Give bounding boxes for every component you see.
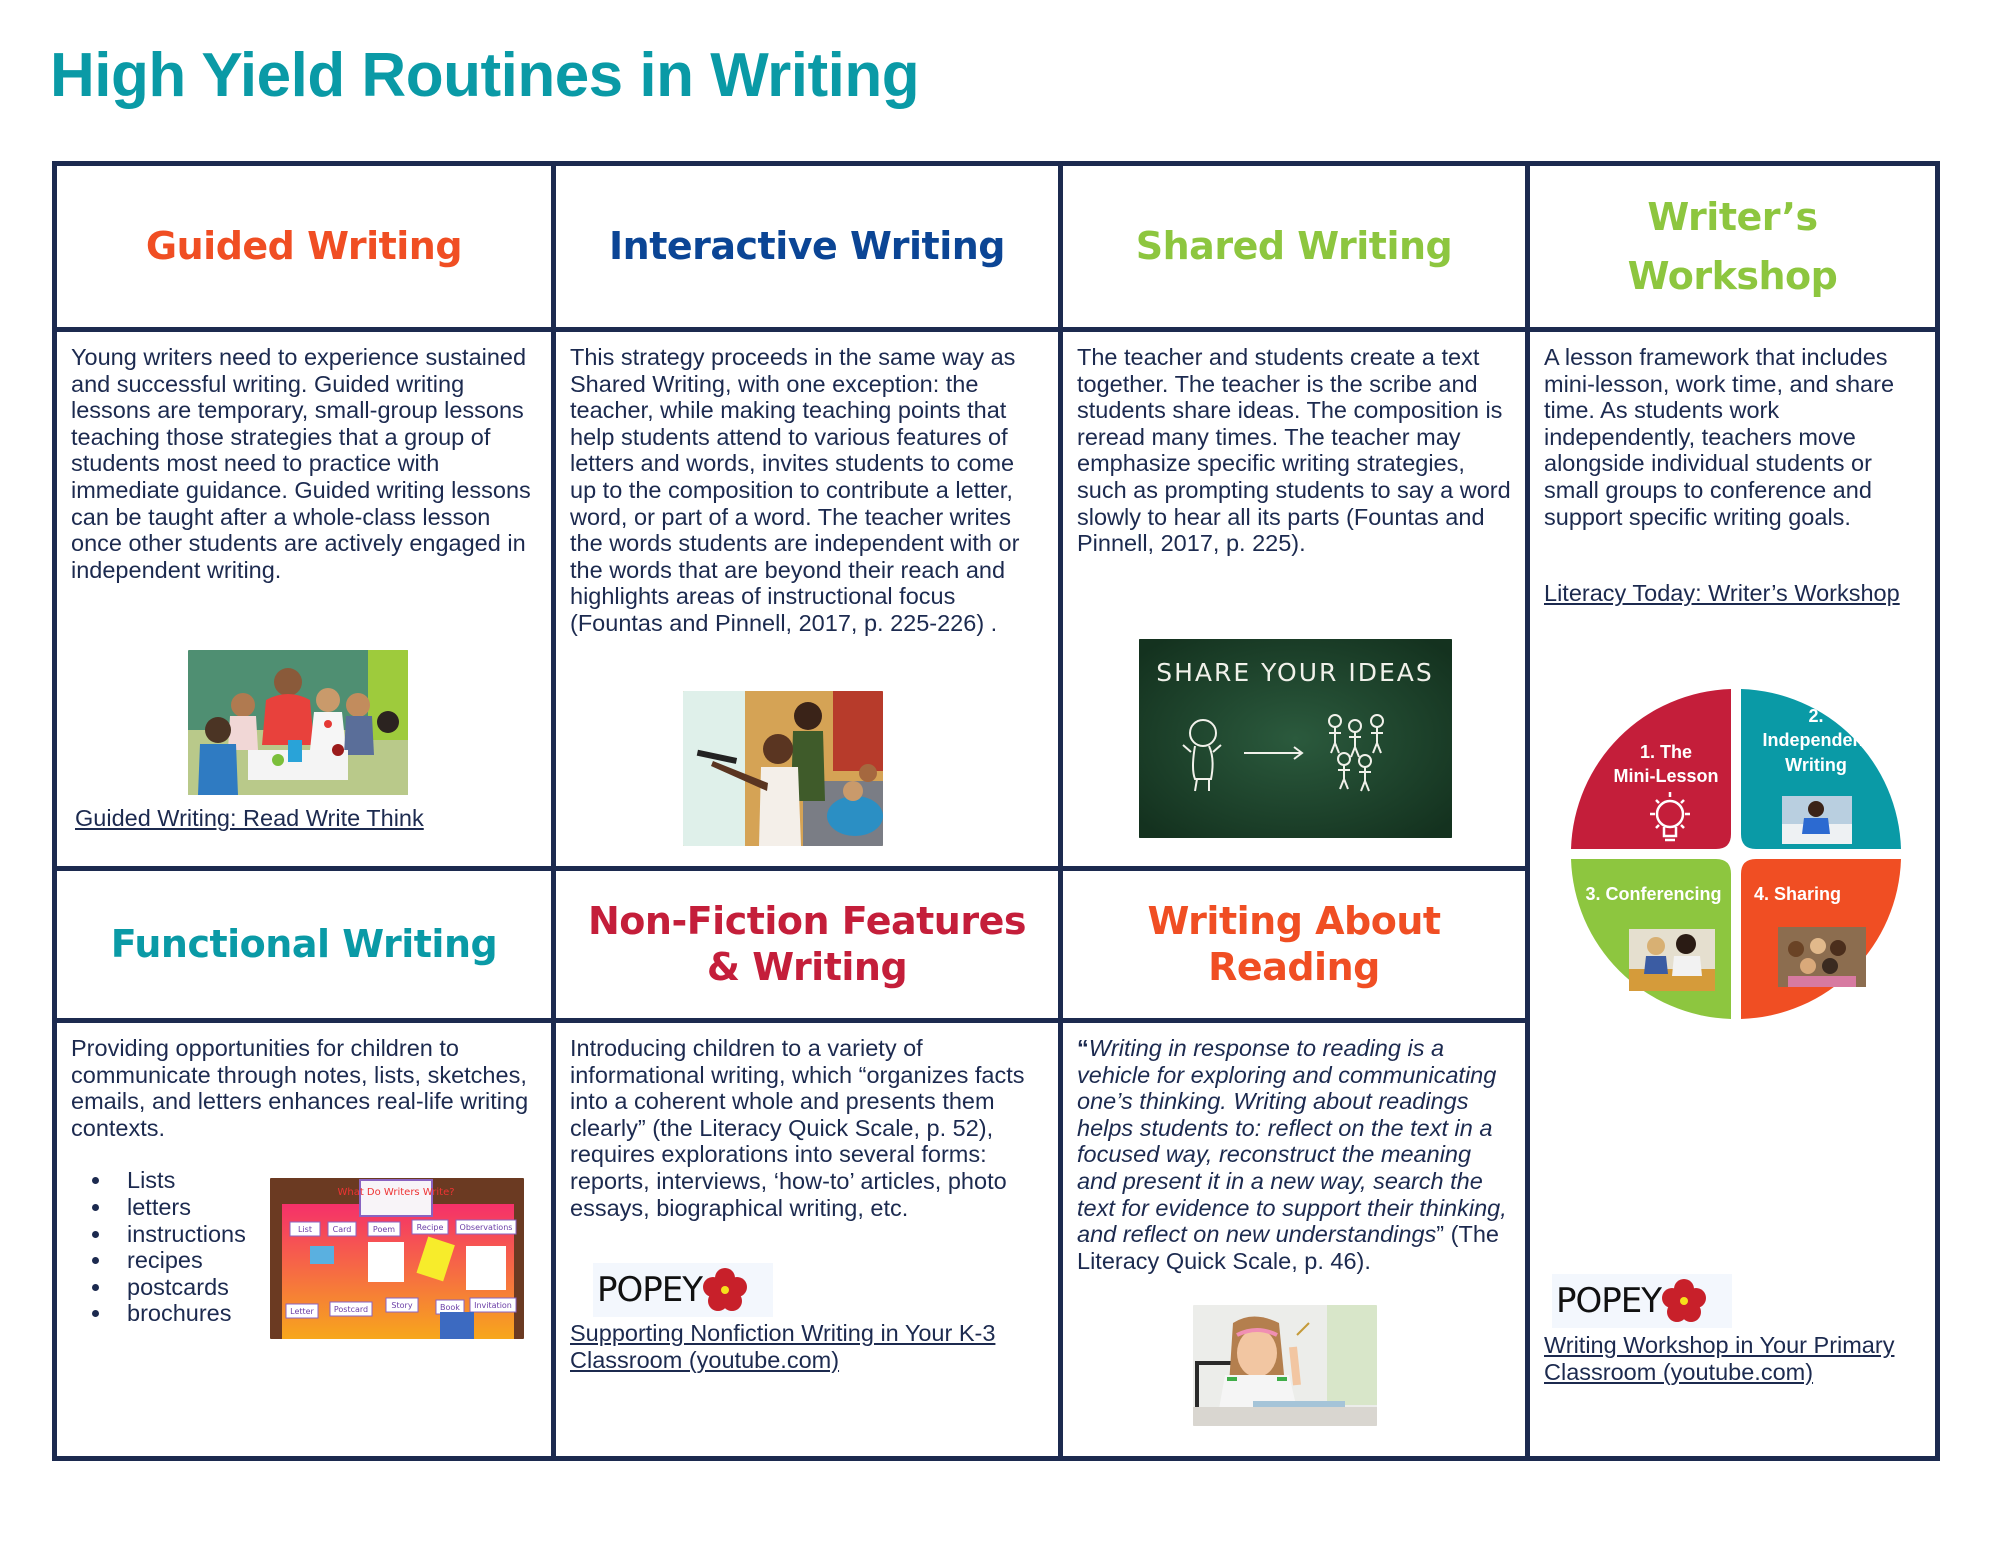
functional-writing-heading: Functional Writing <box>110 921 498 966</box>
svg-text:Book: Book <box>440 1303 460 1312</box>
writing-about-reading-heading-line1: Writing About <box>1147 898 1441 943</box>
guided-writing-heading: Guided Writing <box>145 223 463 268</box>
popey-logo-nonfiction <box>593 1263 773 1317</box>
writing-about-reading-body <box>1063 1023 1525 1456</box>
functional-writing-body <box>57 1023 551 1456</box>
list-item: • recipes <box>113 1247 537 1274</box>
svg-text:Recipe: Recipe <box>416 1223 444 1232</box>
conferencing-label: 3. Conferencing <box>1585 884 1722 904</box>
svg-text:Postcard: Postcard <box>333 1305 369 1314</box>
flower-icon <box>702 1267 748 1313</box>
mini-lesson-label: 1. The Mini-Lesson <box>1613 742 1719 787</box>
svg-text:Observations: Observations <box>459 1223 513 1232</box>
interactive-writing-header <box>556 166 1058 327</box>
writers-workshop-body <box>1530 332 1935 1456</box>
writers-workshop-heading <box>1628 188 1838 306</box>
writing-about-reading-heading <box>1147 899 1440 990</box>
interactive-writing-body <box>556 332 1058 866</box>
list-item: • brochures <box>113 1300 537 1327</box>
svg-text:Story: Story <box>391 1301 413 1310</box>
share-your-ideas-text: SHARE YOUR IDEAS <box>1156 658 1434 687</box>
independent-writing-label: 2. Independent Writing <box>1762 706 1870 775</box>
list-item: • instructions <box>113 1221 537 1248</box>
svg-text:Poem: Poem <box>372 1225 396 1234</box>
list-item: • Lists <box>113 1167 537 1194</box>
list-item: • postcards <box>113 1274 537 1301</box>
writers-workshop-header <box>1530 166 1935 327</box>
functional-writing-photo <box>270 1178 524 1339</box>
guided-writing-photo <box>188 650 408 795</box>
nonfiction-video-link[interactable]: Supporting Nonfiction Writing in Your K-3 Classroom (youtube.com) <box>570 1320 996 1373</box>
writing-about-reading-header <box>1063 871 1525 1018</box>
nonfiction-heading-line1: Non-Fiction Features <box>587 898 1026 943</box>
writers-workshop-heading-line2: Workshop <box>1627 253 1838 298</box>
workshop-cycle-diagram <box>1566 684 1906 1024</box>
page-title: High Yield Routines in Writing <box>50 41 920 110</box>
svg-text:Letter: Letter <box>290 1307 314 1316</box>
shared-writing-body <box>1063 332 1525 866</box>
writing-about-reading-citation: ” (The Literacy Quick Scale, p. 46). <box>1077 1221 1499 1274</box>
writing-about-reading-photo <box>1193 1305 1377 1426</box>
popey-logo-text: POPEY <box>597 1269 703 1310</box>
svg-text:Card: Card <box>332 1225 352 1234</box>
writing-about-reading-quote: Writing in response to reading is a vehicle for exploring and communicating one’s thinking. Writing about readings helps students to: reflect on the text in a focused way, reconstruct the meaning and present it in a new way, search the text for evidence to support their thinking, and reflect on new understandings <box>1077 1035 1507 1248</box>
svg-text:What Do Writers Write?: What Do Writers Write? <box>337 1187 455 1198</box>
flower-icon <box>1661 1278 1707 1324</box>
popey-logo-workshop <box>1552 1274 1732 1328</box>
guided-writing-description: Young writers need to experience sustained and successful writing. Guided writing lessons are temporary, small-group lessons teaching those strategies that a group of students most need to practice with immediate guidance. Guided writing lessons can be taught after a whole-class lesson once other students are actively engaged in independent writing. <box>71 344 531 583</box>
writing-workshop-video-link[interactable]: Writing Workshop in Your Primary Classroom (youtube.com) <box>1544 1332 1895 1385</box>
interactive-writing-description: This strategy proceeds in the same way as Shared Writing, with one exception: the teacher, while making teaching points that help students attend to various features of letters and words, invites students to come up to the composition to contribute a letter, word, or part of a word. The teacher writes the words students are independent with or the words that are beyond their reach and highlights areas of instructional focus (Fountas and Pinnell, 2017, p. 225-226) . <box>570 344 1020 636</box>
shared-writing-description: The teacher and students create a text together. The teacher is the scribe and students share ideas. The composition is reread many times. The teacher may emphasize specific writing strategies, such as prompting students to say a word slowly to hear all its parts (Fountas and Pinnell, 2017, p. 225). <box>1077 344 1511 557</box>
svg-text:Invitation: Invitation <box>474 1301 512 1310</box>
sharing-label: 4. Sharing <box>1754 884 1842 904</box>
writing-about-reading-heading-line2: Reading <box>1208 944 1380 989</box>
guided-writing-header <box>57 166 551 327</box>
shared-writing-header <box>1063 166 1525 327</box>
shared-writing-heading: Shared Writing <box>1135 223 1453 268</box>
routines-table <box>52 161 1940 1461</box>
nonfiction-body <box>556 1023 1058 1456</box>
nonfiction-heading-line2: & Writing <box>706 944 908 989</box>
writers-workshop-heading-line1: Writer’s <box>1647 194 1818 239</box>
nonfiction-header <box>556 871 1058 1018</box>
svg-text:List: List <box>298 1225 312 1234</box>
functional-writing-header <box>57 871 551 1018</box>
list-item: • letters <box>113 1194 537 1221</box>
guided-writing-body <box>57 332 551 866</box>
functional-writing-description: Providing opportunities for children to communicate through notes, lists, sketches, emails, and letters enhances real-life writing contexts. <box>71 1035 529 1141</box>
literacy-today-link[interactable]: Literacy Today: Writer’s Workshop <box>1544 580 1900 606</box>
quote-open: “ <box>1077 1035 1089 1061</box>
writing-about-reading-description <box>1077 1035 1511 1274</box>
nonfiction-heading <box>588 899 1026 990</box>
writers-workshop-description: A lesson framework that includes mini-lesson, work time, and share time. As students work independently, teachers move alongside individual students or small groups to conference and support specific writing goals. <box>1544 344 1895 530</box>
shared-writing-photo <box>1139 639 1452 838</box>
popey-logo-text: POPEY <box>1556 1280 1662 1321</box>
interactive-writing-heading: Interactive Writing <box>609 223 1005 268</box>
interactive-writing-photo <box>683 691 883 846</box>
nonfiction-description: Introducing children to a variety of informational writing, which “organizes facts into a coherent whole and presents them clearly” (the Literacy Quick Scale, p. 52), requires explorations into several forms: reports, interviews, ‘how-to’ articles, photo essays, biographical writing, etc. <box>570 1035 1025 1221</box>
guided-writing-link[interactable]: Guided Writing: Read Write Think <box>75 805 424 831</box>
